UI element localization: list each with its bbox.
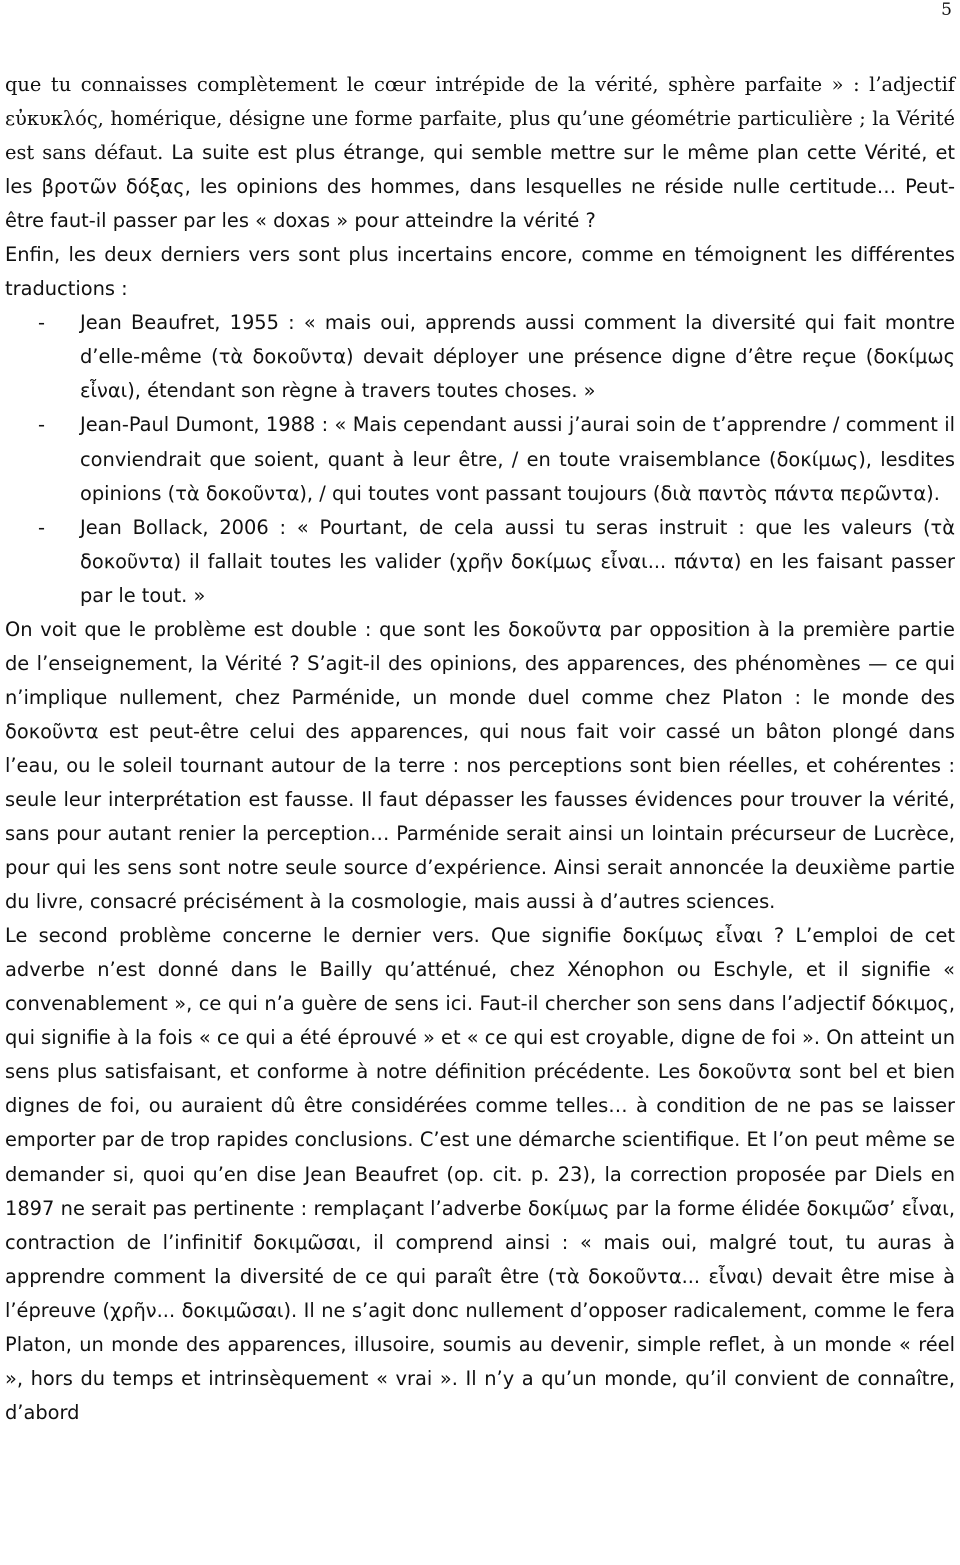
list-dash: - xyxy=(38,515,45,539)
paragraph-sentence: La suite est plus étrange, qui semble mettre sur le même plan cette Vérité, et les βροτῶν δόξας, les opinions des hommes, dans lesquelles ne réside nulle certitude… Peut-être faut-il passer par les « doxas » pour atteindre la vérité ? xyxy=(5,141,955,233)
body-paragraph: On voit que le problème est double : que sont les δοκοῦντα par opposition à la première partie de l’enseignement, la Vérité ? S’agit-il des opinions, des apparences, des phénomènes — ce qui n’implique nullement, chez Parménide, un monde duel comme chez Platon : le monde des δοκοῦντα est peut-être celui des apparences, qui nous fait voir cassé un bâton plongé dans l’eau, ou le soleil tournant autour de la terre : nos perceptions sont bien réelles, et cohérentes : seule leur interprétation est fausse. Il faut dépasser les fausses évidences pour trouver la vérité, sans pour autant renier la perception… Parménide serait ainsi un lointain précurseur de Lucrèce, pour qui les sens sont notre seule source d’expérience. Ainsi serait annoncée la deuxième partie du livre, consacré précisément à la cosmologie, mais aussi à d’autres sciences. xyxy=(5,617,955,914)
second-paragraph: Le second problème concerne le dernier vers. Que signifie δοκίμως εἶναι ? L’emploi de cet adverbe n’est donné dans le Bailly qu’atténué, chez Xénophon ou Eschyle, et il signifie « convenablement », ce qui n’a guère de sens ici. Faut-il chercher son sens dans l’adjectif δόκιμος, qui signifie à la fois « ce qui a été éprouvé » et « ce qui est croyable, digne de foi ». On atteint un sens plus satisfaisant, et conforme à notre définition précédente. Les δοκοῦντα sont bel et bien dignes de foi, ou auraient dû être considérées comme telles… à condition de ne pas se laisser emporter par de trop rapides conclusions. C’est une démarche scientifique. Et l’on peut même se demander si, quoi qu’en dise Jean Beaufret (op. cit. p. 23), la correction proposée par Diels en 1897 ne serait pas pertinente : remplaçant l’adverbe δοκίμως par la forme élidée δοκιμῶσ’ εἶναι, contraction de l’infinitif δοκιμῶσαι, il comprend ainsi : « mais oui, malgré tout, tu auras à apprendre comment la diversité de ce qui paraît être (τὰ δοκοῦντα... εἶναι) devait être mise à l’épreuve (χρῆν... δοκιμῶσαι). Il ne s’agit donc nullement d’opposer radicalement, comme le fera Platon, un monde des apparences, illusoire, soumis au devenir, simple reflet, à un monde « réel », hors du temps et intrinsèquement « vrai ». Il n’y a qu’un monde, qu’il convient de connaître, d’abord xyxy=(5,924,955,1424)
list-dash: - xyxy=(38,311,45,335)
translations-intro: Enfin, les deux derniers vers sont plus incertains encore, comme en témoignent les différentes traductions : xyxy=(5,243,955,301)
translation-text: Jean Bollack, 2006 : « Pourtant, de cela aussi tu seras instruit : que les valeurs (τὰ δοκοῦντα) il fallait toutes les valider (χρῆν δοκίμως εἶναι... πάντα) en les faisant passer par le tout. » xyxy=(80,515,955,607)
paragraph-sentence: que tu connaisses complètement le cœur intrépide de la vérité, sphère parfaite » : l’adjectif εὐκυκλός, homérique, désigne une forme parfaite, plus qu’une géométrie particulière ; la Vérité est sans défaut. xyxy=(5,73,955,165)
list-dash: - xyxy=(38,413,45,437)
document-body xyxy=(5,68,955,1430)
list-item xyxy=(5,306,955,408)
list-item xyxy=(5,408,955,510)
page-number: 5 xyxy=(941,0,952,20)
translation-text: Jean Beaufret, 1955 : « mais oui, apprends aussi comment la diversité qui fait montre d’elle-même (τὰ δοκοῦντα) devait déployer une présence digne d’être reçue (δοκίμως εἶναι), étendant son règne à travers toutes choses. » xyxy=(80,311,955,403)
translations-list xyxy=(5,306,955,612)
translation-text: Jean-Paul Dumont, 1988 : « Mais cependant aussi j’aurai soin de t’apprendre / comment il conviendrait que soient, quant à leur être, / en toute vraisemblance (δοκίμως), lesdites opinions (τὰ δοκοῦντα), / qui toutes vont passant toujours (διὰ παντὸς πάντα περῶντα). xyxy=(80,413,955,505)
list-item xyxy=(5,511,955,613)
opening-paragraph xyxy=(5,68,955,238)
